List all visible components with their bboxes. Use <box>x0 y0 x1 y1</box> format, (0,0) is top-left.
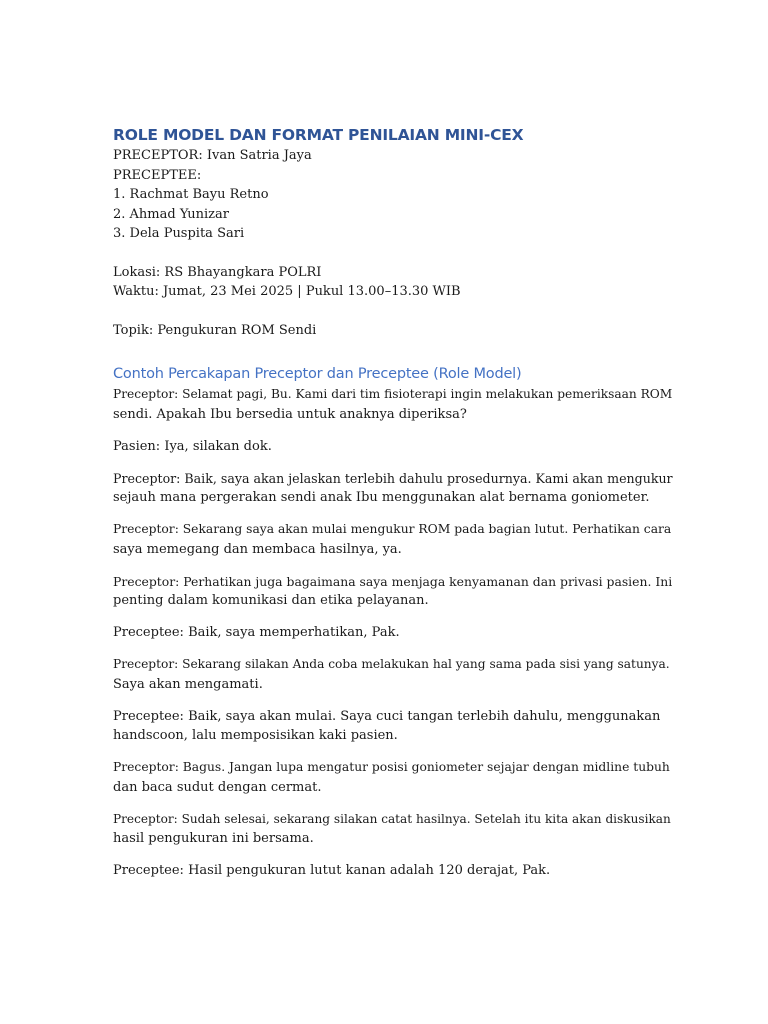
dialogue-paragraph <box>113 861 653 881</box>
dialogue-line: Preceptor: Perhatikan juga bagaimana saya menjaga kenyamanan dan privasi pasien. Ini <box>113 573 673 589</box>
preceptee-label: PRECEPTEE: <box>113 167 202 183</box>
dialogue-line: Preceptor: Sekarang silakan Anda coba melakukan hal yang sama pada sisi yang satunya. <box>113 657 670 671</box>
dialogue-line: Pasien: Iya, silakan dok. <box>113 438 272 454</box>
time-line: Waktu: Jumat, 23 Mei 2025 | Pukul 13.00–13.30 WIB <box>113 284 461 299</box>
dialogue-paragraph <box>113 810 671 849</box>
dialogue-line: Preceptee: Baik, saya akan mulai. Saya cuci tangan terlebih dahulu, menggunakan <box>113 708 661 724</box>
dialogue-line: sendi. Apakah Ibu bersedia untuk anaknya diperiksa? <box>113 406 467 422</box>
document-title: ROLE MODEL DAN FORMAT PENILAIAN MINI-CEX <box>113 126 524 144</box>
section-heading: Contoh Percakapan Preceptor dan Preceptee (Role Model) <box>113 366 522 382</box>
dialogue-paragraph <box>113 758 670 797</box>
dialogue-line: penting dalam komunikasi dan etika pelayanan. <box>113 593 429 608</box>
dialogue <box>113 385 673 881</box>
dialogue-line: hasil pengukuran ini bersama. <box>113 831 314 846</box>
dialogue-line: sejauh mana pergerakan sendi anak Ibu menggunakan alat bernama goniometer. <box>113 490 650 505</box>
preceptor-line: PRECEPTOR: Ivan Satria Jaya <box>113 148 312 163</box>
dialogue-line: Preceptor: Selamat pagi, Bu. Kami dari tim fisioterapi ingin melakukan pemeriksaan ROM <box>113 387 673 401</box>
dialogue-paragraph <box>113 655 670 694</box>
dialogue-line: Saya akan mengamati. <box>113 676 263 692</box>
dialogue-paragraph <box>113 623 653 643</box>
dialogue-paragraph <box>113 572 673 611</box>
location-line: Lokasi: RS Bhayangkara POLRI <box>113 264 322 280</box>
dialogue-paragraph <box>113 707 661 746</box>
spacer <box>113 302 653 321</box>
preceptee-item: 1. Rachmat Bayu Retno <box>113 187 269 202</box>
dialogue-line: Preceptee: Hasil pengukuran lutut kanan adalah 120 derajat, Pak. <box>113 863 551 878</box>
dialogue-paragraph <box>113 469 673 508</box>
dialogue-line: saya memegang dan membaca hasilnya, ya. <box>113 541 402 557</box>
dialogue-line: Preceptor: Sekarang saya akan mulai mengukur ROM pada bagian lutut. Perhatikan cara <box>113 522 672 536</box>
dialogue-line: dan baca sudut dengan cermat. <box>113 779 322 795</box>
dialogue-paragraph <box>113 385 673 424</box>
preceptee-item: 2. Ahmad Yunizar <box>113 206 229 222</box>
dialogue-line: Preceptee: Baik, saya memperhatikan, Pak. <box>113 625 400 640</box>
topic-line: Topik: Pengukuran ROM Sendi <box>113 322 317 338</box>
dialogue-line: Preceptor: Baik, saya akan jelaskan terlebih dahulu prosedurnya. Kami akan mengukur <box>113 470 673 486</box>
dialogue-line: Preceptor: Sudah selesai, sekarang silakan catat hasilnya. Setelah itu kita akan diskusikan <box>113 811 671 826</box>
preceptee-item: 3. Dela Puspita Sari <box>113 226 245 241</box>
dialogue-line: Preceptor: Bagus. Jangan lupa mengatur posisi goniometer sejajar dengan midline tubuh <box>113 760 670 774</box>
dialogue-line: handscoon, lalu memposisikan kaki pasien. <box>113 728 398 743</box>
spacer <box>113 244 653 263</box>
document-page <box>113 124 673 881</box>
dialogue-paragraph <box>113 437 653 457</box>
dialogue-paragraph <box>113 520 672 559</box>
